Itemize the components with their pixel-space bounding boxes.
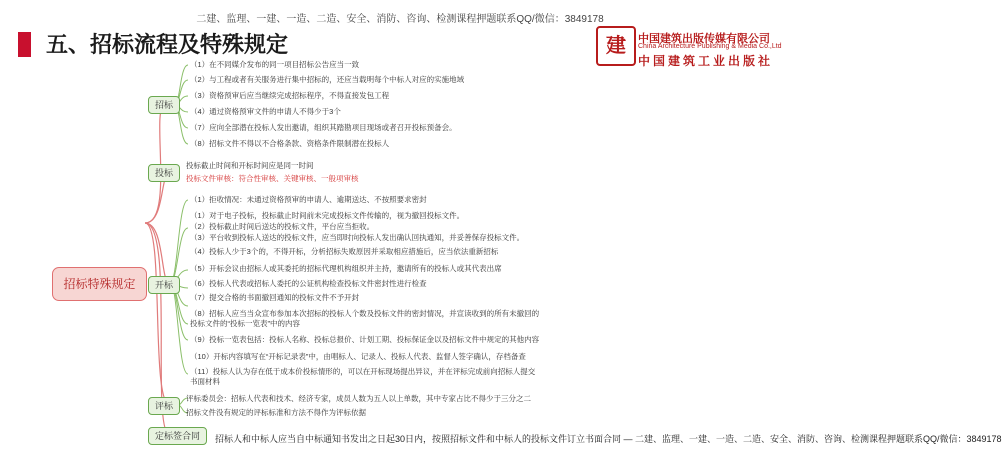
- publisher-logo-icon: 建: [596, 26, 636, 66]
- pingbiao-item-1: 评标委员会：招标人代表和技术、经济专家，成员人数为五人以上单数，其中专家占比不得少于三分之二: [186, 394, 531, 403]
- branch-toubiao: 投标: [148, 164, 180, 182]
- zhaobiao-item-6: （8）招标文件不得以不合格条款、资格条件限制潜在投标人: [190, 139, 390, 148]
- zhaobiao-item-1: （1）在不同媒介发布的同一项目招标公告应当一致: [190, 60, 360, 69]
- kaibiao-item-9-cont: 投标文件的“投标一览表”中的内容: [190, 319, 300, 328]
- top-contact-note: 二建、监理、一建、一造、二造、安全、消防、咨询、检测课程押题联系QQ/微信：3849178: [196, 14, 604, 25]
- kaibiao-item-3: （2）投标截止时间后送达的投标文件，平台应当拒收。: [190, 222, 375, 231]
- publisher-name-en: China Architecture Publishing & Media Co.,Ltd: [638, 43, 782, 50]
- root-node: 招标特殊规定: [52, 267, 147, 301]
- kaibiao-item-7: （6）投标人代表或招标人委托的公证机构检查投标文件密封性进行检查: [190, 279, 427, 288]
- toubiao-item-1: 投标截止时间和开标时间应是同一时间: [186, 161, 314, 170]
- kaibiao-item-1: （1）拒收情况：未通过资格预审的申请人、逾期送达、不按照要求密封: [190, 195, 427, 204]
- kaibiao-item-5: （4）投标人少于3个的，不得开标，分析招标失败原因并采取相应措施后，应当依法重新招标: [190, 247, 499, 256]
- kaibiao-item-2: （1）对于电子投标，投标截止时间前未完成投标文件传输的，视为撤回投标文件。: [190, 211, 465, 220]
- kaibiao-item-12-cont: 书面材料: [190, 377, 220, 386]
- mind-map: [0, 60, 800, 450]
- kaibiao-item-11: （10）开标内容填写在“开标记录表”中，由唱标人、记录人、投标人代表、监督人签字确认，存档备查: [190, 352, 526, 361]
- title-accent-bar: [18, 32, 31, 57]
- publisher-name-cn2: 中国建筑工业出版社: [638, 54, 774, 68]
- branch-pingbiao: 评标: [148, 397, 180, 415]
- zhaobiao-item-3: （3）资格预审后应当继续完成招标程序，不得直接发包工程: [190, 91, 390, 100]
- toubiao-item-2: 投标文件审核：符合性审核、关键审核、一般项审核: [186, 174, 359, 183]
- zhaobiao-item-4: （4）通过资格预审文件的申请人不得少于3个: [190, 107, 341, 116]
- kaibiao-item-4: （3）平台收到投标人送达的投标文件，应当即时向投标人发出确认回执通知，并妥善保存投标文件。: [190, 233, 525, 242]
- kaibiao-item-6: （5）开标会议由招标人或其委托的招标代理机构组织并主持，邀请所有的投标人或其代表出席: [190, 264, 502, 273]
- kaibiao-item-8: （7）提交合格的书面撤回通知的投标文件不予开封: [190, 293, 360, 302]
- pingbiao-item-2: 招标文件没有规定的评标标准和方法不得作为评标依据: [186, 408, 366, 417]
- zhaobiao-item-5: （7）应向全部潜在投标人发出邀请，组织其踏勘项目现场或者召开投标预备会。: [190, 123, 457, 132]
- footer-note: 招标人和中标人应当自中标通知书发出之日起30日内，按照招标文件和中标人的投标文件订立书面合同 — 二建、监理、一建、一造、二造、安全、消防、咨询、检测课程押题联系QQ/微信：3849178: [215, 434, 1002, 444]
- kaibiao-item-9: （8）招标人应当当众宣布参加本次招标的投标人个数及投标文件的密封情况，并宣读收到的所有未撤回的: [190, 309, 540, 318]
- kaibiao-item-12: （11）投标人认为存在低于成本价投标情形的，可以在开标现场提出异议，并在评标完成前向招标人提交: [190, 367, 536, 376]
- page-title: 五、招标流程及特殊规定: [46, 32, 289, 57]
- zhaobiao-item-2: （2）与工程或者有关服务进行集中招标的，还应当载明每个中标人对应的实施地域: [190, 75, 465, 84]
- branch-zhaobiao: 招标: [148, 96, 180, 114]
- branch-hetong: 定标签合同: [148, 427, 207, 445]
- branch-kaibiao: 开标: [148, 276, 180, 294]
- kaibiao-item-10: （9）投标一览表包括：投标人名称、投标总报价、计划工期、投标保证金以及招标文件中规定的其他内容: [190, 335, 540, 344]
- publisher-name-cn: 中国建筑出版传媒有限公司: [638, 33, 770, 45]
